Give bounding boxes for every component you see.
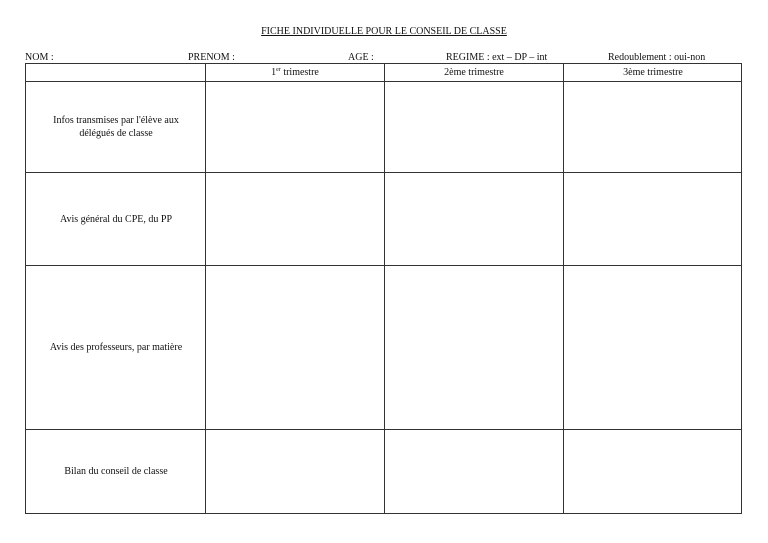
- field-prenom: PRENOM :: [188, 52, 235, 63]
- column-header-trimestre-3: 3ème trimestre: [623, 67, 683, 78]
- row-label-infos-eleve: Infos transmises par l'élève aux délégués de classe: [53, 115, 179, 139]
- row-label-avis-professeurs: Avis des professeurs, par matière: [49, 342, 183, 353]
- field-regime: REGIME : ext – DP – int: [446, 52, 548, 63]
- column-header-trimestre-2: 2ème trimestre: [444, 67, 504, 78]
- column-divider: [563, 64, 564, 513]
- field-age: AGE :: [348, 52, 374, 63]
- column-header-trimestre-1: [206, 67, 384, 79]
- column-header-number: 1: [271, 67, 277, 78]
- column-header-label: trimestre: [280, 67, 319, 78]
- row-label-bilan-conseil: Bilan du conseil de classe: [64, 466, 168, 477]
- evaluation-table: [25, 63, 742, 514]
- column-header-superscript: er: [276, 67, 281, 73]
- column-divider: [384, 64, 385, 513]
- document-title: [0, 26, 768, 38]
- field-nom: NOM :: [25, 52, 54, 63]
- field-redoublement: Redoublement : oui-non: [608, 52, 706, 63]
- row-label-avis-cpe-pp: Avis général du CPE, du PP: [59, 213, 173, 225]
- document-title-text: FICHE INDIVIDUELLE POUR LE CONSEIL DE CLASSE: [261, 26, 507, 37]
